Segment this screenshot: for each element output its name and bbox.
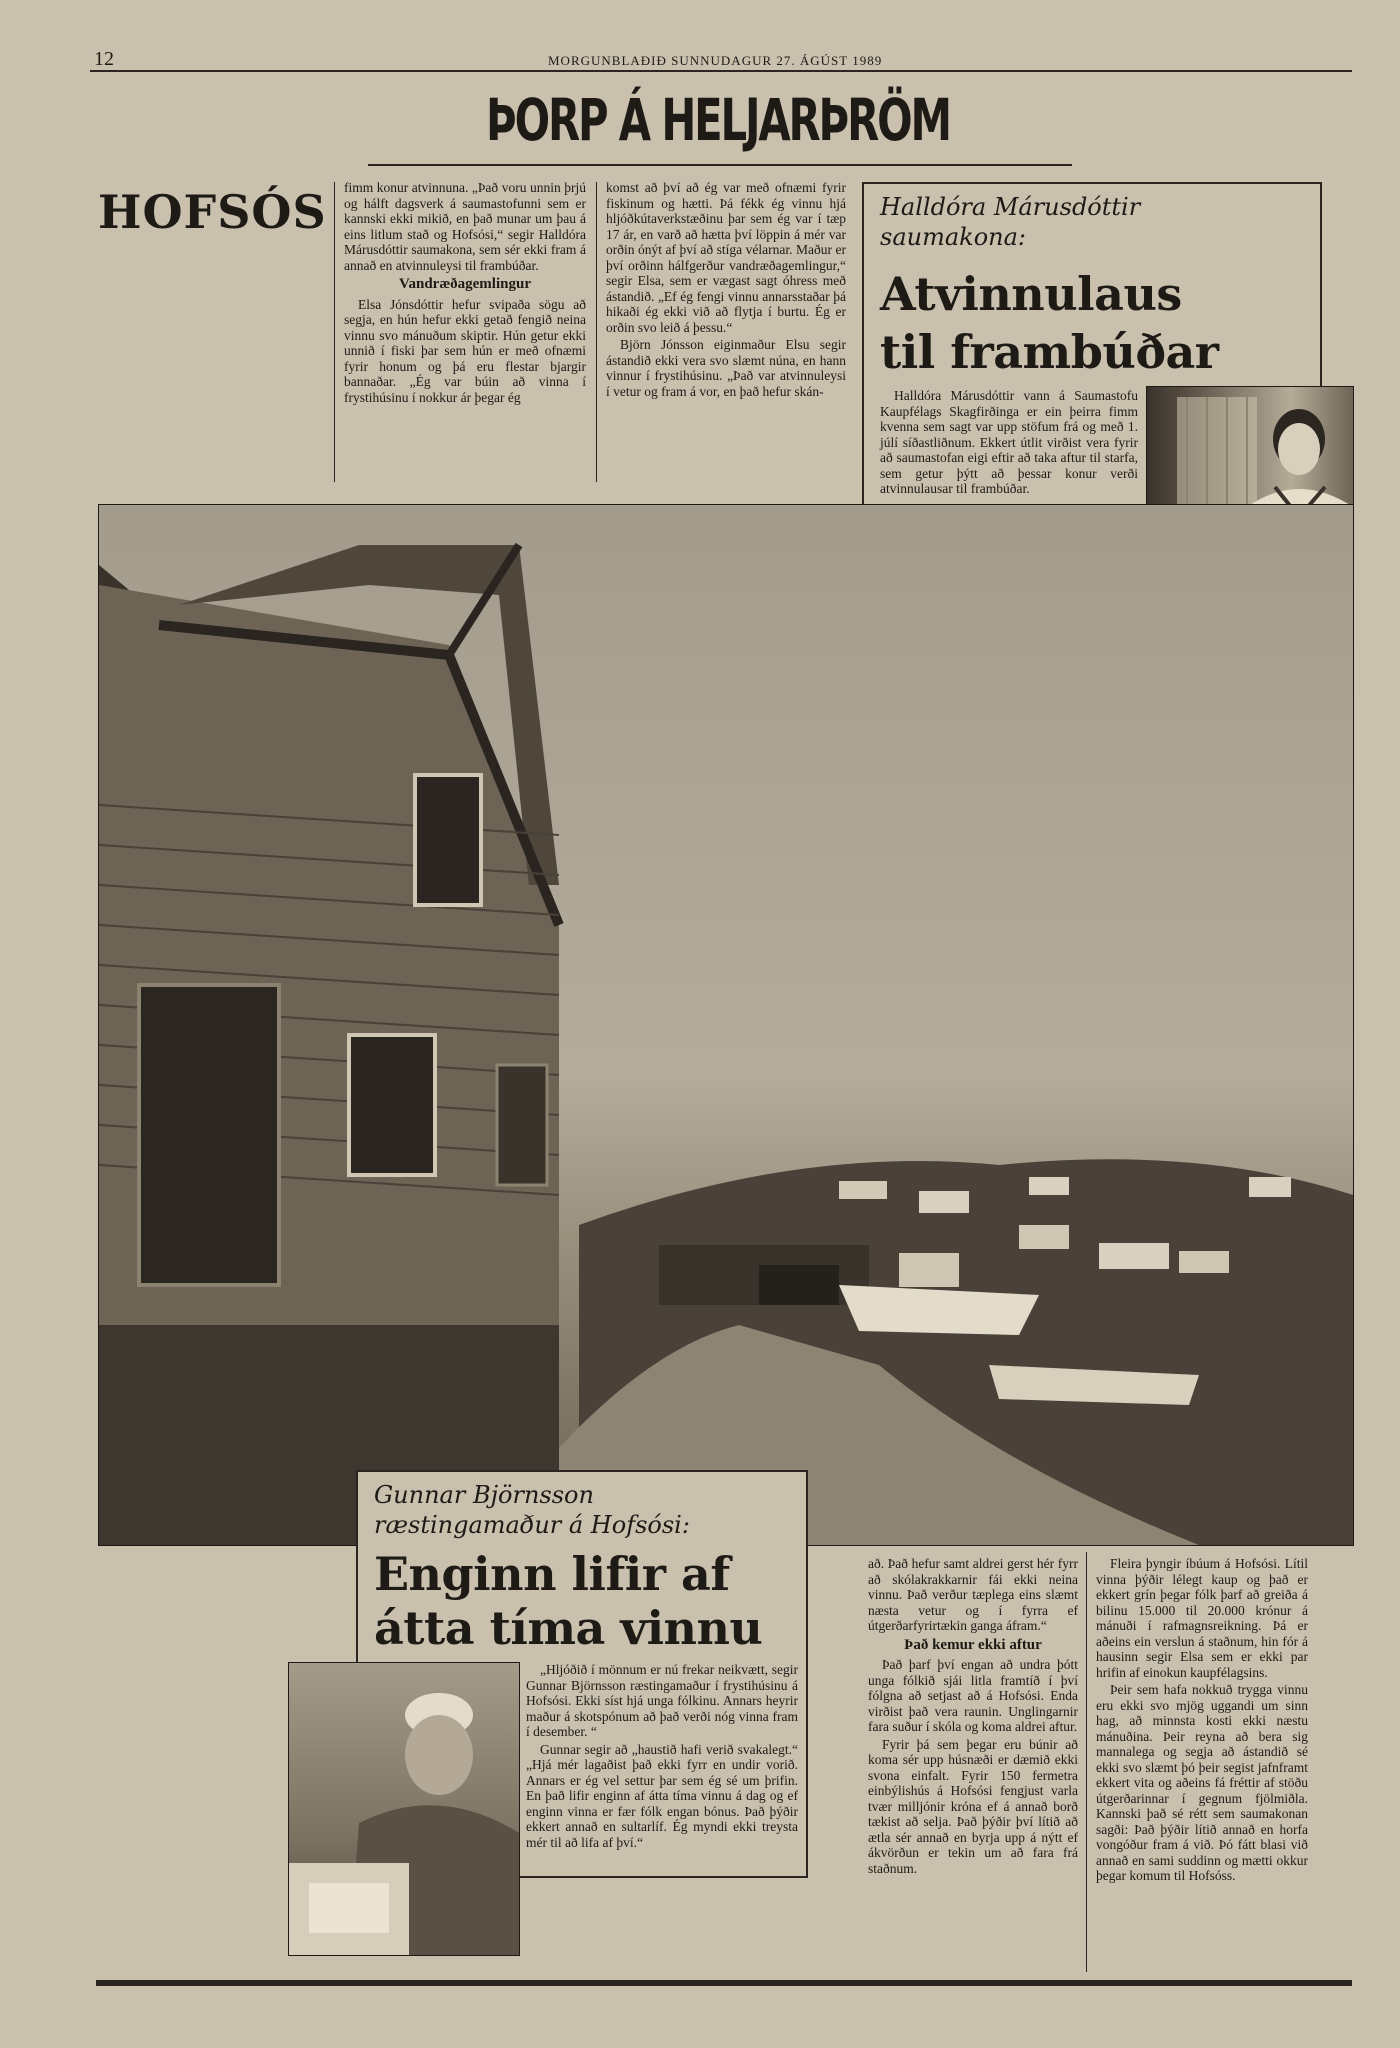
col4-paragraph-1: Fleira þyngir íbúum á Hofsósi. Lítil vinna þýðir lélegt kaup og það er ekkert grín þegar fólk þarf að greiða á bilinu 15.000 til 20.000 krónur á mánuði í rafmagnsreikning. Þá er aðeins ein verslun á staðnum, hin fór á hausinn segir Elsa sem er ekki par hrifin af einokun kaupfélagsins.	[1096, 1556, 1308, 1680]
gunnar-text	[526, 1662, 798, 1852]
gunnar-byline-name: Gunnar Björnsson	[374, 1481, 594, 1509]
col-divider-1	[334, 182, 335, 482]
masthead-header: MORGUNBLAÐIÐ SUNNUDAGUR 27. ÁGÚST 1989	[548, 53, 883, 68]
col2-paragraph-2: Björn Jónsson eiginmaður Elsu segir ástandið ekki vera svo slæmt núna, en hann vinnur í frystihúsinu. „Það var atvinnuleysi í vetur og fram á vor, en það hefur skán-	[606, 337, 846, 399]
article-column-3	[868, 1556, 1078, 1878]
page-number: 12	[94, 48, 114, 70]
article-column-2	[606, 180, 846, 401]
gunnar-headline-2: átta tíma vinnu	[374, 1601, 763, 1655]
gunnar-paragraph-2: Gunnar segir að „haustið hafi verið svakalegt.“ „Hjá mér lagaðist það ekki fyrr en undir vorið. Annars er ég vel settur þar sem ég sé um þrifin. En það lifir enginn af átta tíma vinnu á dag og ef enginn vinna er fær fólk engan bónus. Það þýðir ekkert annað en sultarlíf. Ég myndi ekki treysta mér til að lifa af því.“	[526, 1741, 798, 1850]
col4-paragraph-2: Þeir sem hafa nokkuð trygga vinnu eru ekki svo mjög uggandi um sinn hag, að minnsta kosti ekki næstu mánuðina. Þeir reyna að bera sig mannalega og segja að ástandið sé ekki svo slæmt þó þeir segist jafnframt ekkert vita og aðeins fá fréttir af stöðu útgerðarinnar í gegnum fjölmiðla. Kannski það sé rétt sem saumakonan sagði: Það þýðir lítið annað en horfa vongóður fram á við. Þó fátt blasi við annað en sami suddinn og mætti okkur þegar komum til Hofsóss.	[1096, 1682, 1308, 1883]
portrait-gunnar	[288, 1662, 520, 1956]
harbour-photo	[98, 504, 1354, 1546]
col-divider-2	[596, 182, 597, 482]
title-underline	[368, 164, 1072, 166]
gunnar-byline-role: ræstingamaður á Hofsósi:	[374, 1511, 690, 1539]
portrait-gunnar-figure	[289, 1663, 519, 1955]
col-divider-3	[1086, 1552, 1087, 1972]
halldora-text	[880, 388, 1138, 499]
halldora-paragraph-1: Halldóra Márusdóttir vann á Saumastofu Kaupfélags Skagfirðinga er ein þeirra fimm kvenna sem sagt var upp stöfum frá og með 1. júlí síðastliðnum. Ekkert útlit virðist vera fyrir að saumastofan eigi eftir að taka aftur til starfa, sem getur þýtt að þessar konur verði atvinnulausar til frambúðar.	[880, 388, 1138, 496]
article-column-4	[1096, 1556, 1308, 1886]
halldora-byline-role: saumakona:	[880, 223, 1026, 251]
gunnar-paragraph-1: „Hljóðið í mönnum er nú frekar neikvætt, segir Gunnar Björnsson ræstingamaður í frystihúsinu á Hofsósi. Ekki síst hjá unga fólkinu. Annars heyrir maður á skotspónum að það verði nóg vinna fram í desember. “	[526, 1662, 798, 1739]
col3-paragraph-3: Fyrir þá sem þegar eru búnir að koma sér upp húsnæði er dæmið ekki svona einfalt. Fyrir 150 fermetra einbýlishús á Hofsósi fengjust varla tvær milljónir króna ef á annað borð tækist að selja. Það þýðir því lítið að ætla sér annað en byrja upp á nýtt ef ákvörðun er tekin um að fara frá staðnum.	[868, 1736, 1078, 1876]
col3-paragraph-2: Það þarf því engan að undra þótt unga fólkið sjái litla framtíð í því fólgna að setjast að á Hofsósi. Enda virðist það vera raunin. Unglingarnir fara suður í skóla og koma aldrei aftur.	[868, 1657, 1078, 1734]
harbour-scene	[99, 505, 1353, 1545]
masthead-rule	[90, 70, 1352, 72]
col3-subhead: Það kemur ekki aftur	[904, 1636, 1042, 1653]
bottom-rule-thick	[96, 1980, 1352, 1986]
section-label: HOFSÓS	[98, 185, 327, 239]
col3-paragraph-1: að. Það hefur samt aldrei gerst hér fyrr að skólakrakkarnir fái ekki neina vinnu. Það verður tæplega eins slæmt næsta vetur og í fyrra ef útgerðarfyrirtækin ganga áfram.“	[868, 1556, 1078, 1633]
gunnar-headline-1: Enginn lifir af	[374, 1547, 730, 1601]
col1-paragraph-1: fimm konur atvinnuna. „Það voru unnin þrjú og hálft dagsverk á saumastofunni sem er kannski ekki mikið, en það munar um þau á eins litlum stað og Hofsósi,“ segir Halldóra Márusdóttir saumakona, sem sér ekki fram á annað en atvinnuleysi til frambúðar.	[344, 180, 586, 273]
col2-paragraph-1: komst að því að ég var með ofnæmi fyrir fiskinum og hætti. Þá fékk ég vinnu hjá hljóðkútaverkstæðinu þar sem ég var í tæp 17 ár, en varð að hætta því löppin á mér var orðin ónýt af því að stíga vélarnar. Maður er því orðinn hálfgerður vandræðagemlingur,“ segir Elsa, sem er vægast sagt óhress með ástandið. „Ef ég fengi vinnu annarsstaðar þá hikaði ég ekki við að flytja í burtu. Ég er orðin svo leið á þessu.“	[606, 180, 846, 335]
halldora-headline-1: Atvinnulaus	[880, 267, 1182, 321]
col1-paragraph-2: Elsa Jónsdóttir hefur svipaða sögu að segja, en hún hefur ekki getað fengið neina vinnu svo mánuðum skiptir. Hún getur ekki unnið í fiski þar sem hún er með ofnæmi fyrir honum og þá eru flestar bjargir bannaðar. „Ég var búin að vinna í frystihúsinu í nokkur ár þegar ég	[344, 296, 586, 405]
halldora-headline-2: til frambúðar	[880, 325, 1219, 379]
main-title: ÞORP Á HELJARÞRÖM	[486, 86, 950, 154]
col1-subhead: Vandræðagemlingur	[399, 276, 531, 292]
halldora-byline-name: Halldóra Márusdóttir	[880, 193, 1141, 221]
article-column-1	[344, 180, 586, 407]
